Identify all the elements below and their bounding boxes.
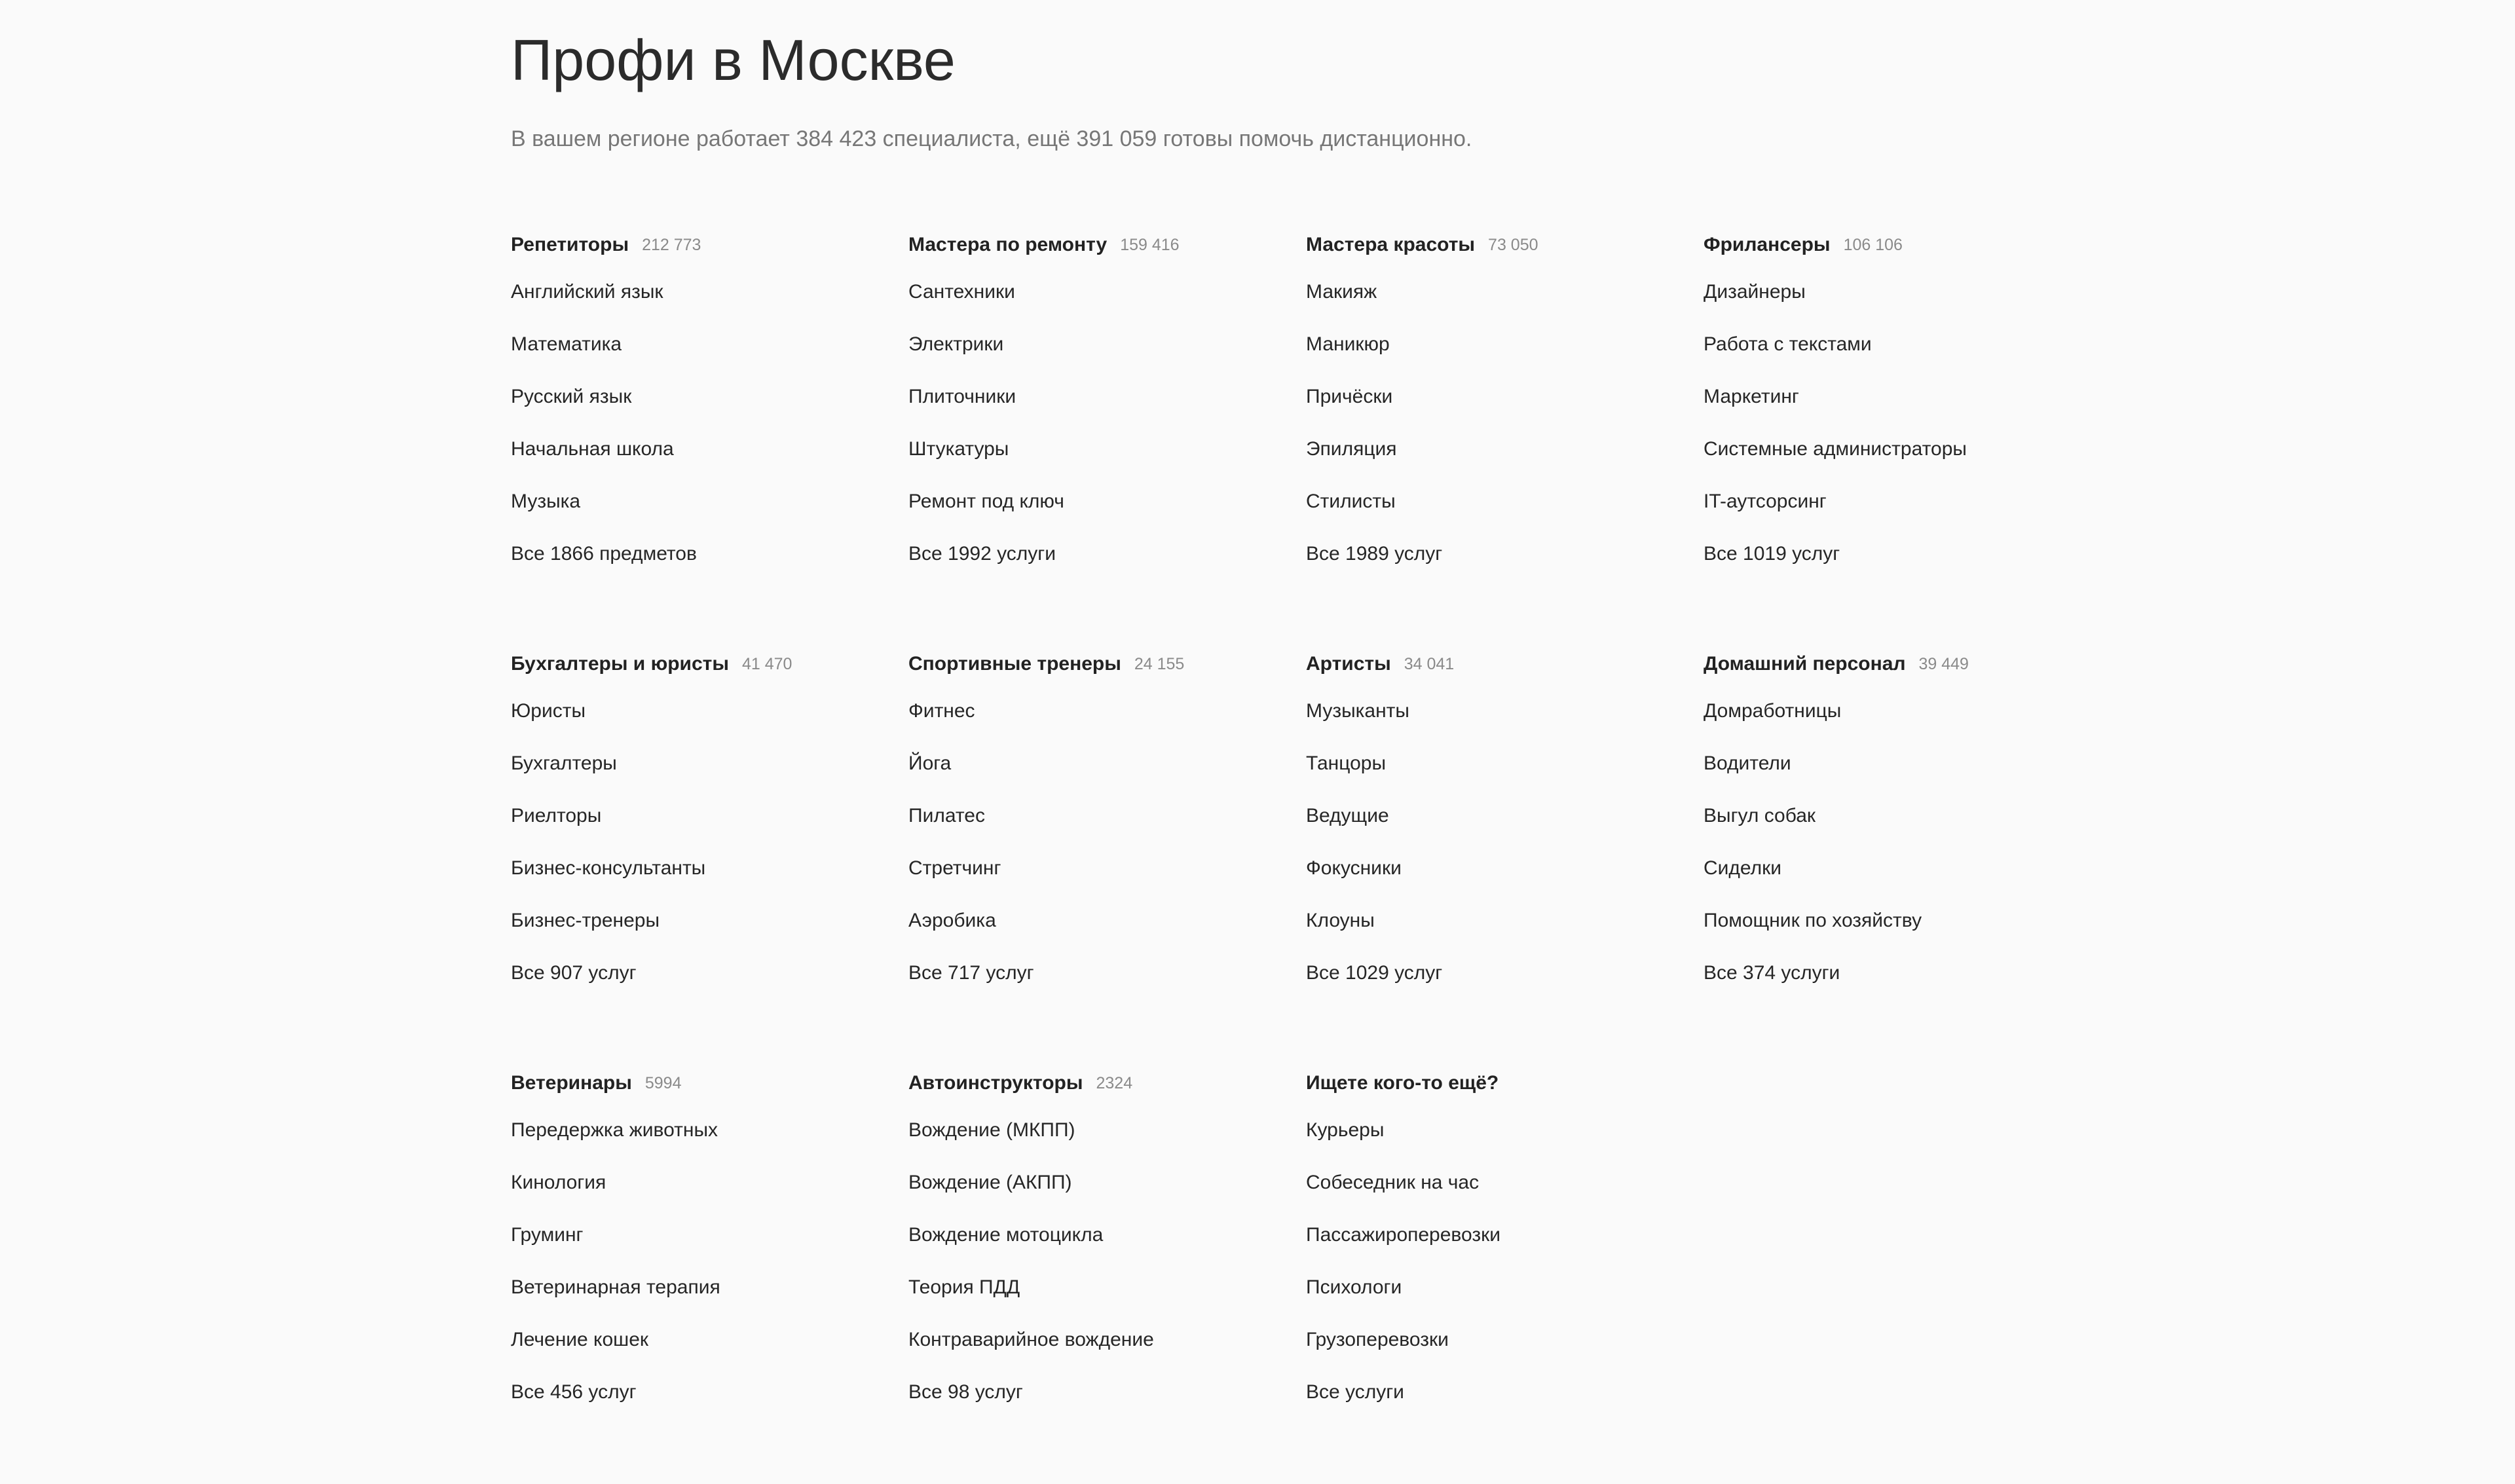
list-item <box>1704 384 2096 436</box>
all-services-link[interactable]: Все услуги <box>1306 1381 1404 1403</box>
category-title: Бухгалтеры и юристы <box>511 653 729 675</box>
service-link[interactable]: Кинология <box>511 1172 606 1193</box>
list-item <box>1306 331 1699 384</box>
category-item-list <box>511 1117 904 1432</box>
list-item <box>1306 1274 1699 1327</box>
list-item <box>511 1327 904 1379</box>
service-link[interactable]: Математика <box>511 333 622 355</box>
page-subtitle: В вашем регионе работает 384 423 специалиста, ещё 391 059 готовы помочь дистанционно. <box>511 126 1472 151</box>
service-link[interactable]: Бизнес-тренеры <box>511 910 660 931</box>
all-services-link[interactable]: Все 1019 услуг <box>1704 543 1840 565</box>
list-item <box>511 1222 904 1274</box>
list-item <box>1704 751 2096 803</box>
category-item-list <box>1306 698 1699 1012</box>
category-accountants-lawyers <box>511 646 904 1065</box>
list-item <box>511 384 904 436</box>
all-services-link[interactable]: Все 907 услуг <box>511 962 637 984</box>
service-link[interactable]: Английский язык <box>511 281 663 303</box>
list-item <box>1306 803 1699 855</box>
service-link[interactable]: Вождение (МКПП) <box>908 1119 1075 1141</box>
list-item <box>1704 331 2096 384</box>
service-link[interactable]: IT-аутсорсинг <box>1704 491 1827 512</box>
category-household-staff <box>1704 646 2096 1065</box>
service-link[interactable]: Юристы <box>511 700 586 722</box>
service-link[interactable]: Передержка животных <box>511 1119 718 1141</box>
list-item <box>908 384 1301 436</box>
list-item <box>908 1274 1301 1327</box>
service-link[interactable]: Фитнес <box>908 700 975 722</box>
list-item <box>1704 436 2096 489</box>
list-item <box>1306 1117 1699 1170</box>
service-link[interactable]: Бухгалтеры <box>511 752 617 774</box>
service-link[interactable]: Стретчинг <box>908 857 1001 879</box>
category-title: Домашний персонал <box>1704 653 1906 675</box>
list-item <box>908 1379 1301 1432</box>
category-item-list <box>511 279 904 593</box>
category-title: Репетиторы <box>511 234 629 255</box>
list-item <box>908 279 1301 331</box>
list-item <box>908 960 1301 1012</box>
category-item-list <box>1704 279 2096 593</box>
service-link[interactable]: Макияж <box>1306 281 1377 303</box>
list-item <box>1306 1170 1699 1222</box>
service-link[interactable]: Ремонт под ключ <box>908 491 1064 512</box>
categories-grid <box>511 227 2101 1484</box>
service-link[interactable]: Домработницы <box>1704 700 1842 722</box>
all-services-link[interactable]: Все 374 услуги <box>1704 962 1840 984</box>
service-link[interactable]: Музыканты <box>1306 700 1409 722</box>
service-link[interactable]: Русский язык <box>511 386 632 407</box>
list-item <box>1306 1327 1699 1379</box>
category-title: Фрилансеры <box>1704 234 1831 255</box>
category-count: 34 041 <box>1404 654 1455 673</box>
service-link[interactable]: Ветеринарная терапия <box>511 1276 720 1298</box>
category-title: Ветеринары <box>511 1072 632 1094</box>
category-sport-trainers <box>908 646 1301 1065</box>
service-link[interactable]: Йога <box>908 752 952 774</box>
category-other <box>1306 1065 1699 1484</box>
service-link[interactable]: Штукатуры <box>908 438 1009 460</box>
category-title: Спортивные тренеры <box>908 653 1121 675</box>
category-driving-instructors <box>908 1065 1301 1484</box>
category-header-link[interactable] <box>1704 227 2096 263</box>
service-link[interactable]: Маникюр <box>1306 333 1390 355</box>
category-count: 159 416 <box>1120 235 1180 254</box>
category-item-list <box>1306 1117 1699 1432</box>
service-link[interactable]: Психологи <box>1306 1276 1402 1298</box>
category-count: 106 106 <box>1843 235 1903 254</box>
category-count: 2324 <box>1096 1073 1133 1092</box>
list-item <box>511 489 904 541</box>
service-link[interactable]: Грузоперевозки <box>1306 1329 1449 1350</box>
category-artists <box>1306 646 1699 1065</box>
list-item <box>908 698 1301 751</box>
service-link[interactable]: Работа с текстами <box>1704 333 1872 355</box>
service-link[interactable]: Выгул собак <box>1704 805 1816 826</box>
category-item-list <box>908 1117 1301 1432</box>
list-item <box>1704 698 2096 751</box>
category-count: 73 050 <box>1488 235 1538 254</box>
service-link[interactable]: Сиделки <box>1704 857 1782 879</box>
list-item <box>511 541 904 593</box>
category-title: Мастера по ремонту <box>908 234 1108 255</box>
category-header-link[interactable] <box>1306 227 1699 263</box>
service-link[interactable]: Пассажироперевозки <box>1306 1224 1501 1246</box>
category-freelancers <box>1704 227 2096 646</box>
service-link[interactable]: Теория ПДД <box>908 1276 1020 1298</box>
category-title: Автоинструкторы <box>908 1072 1083 1094</box>
page-title: Профи в Москве <box>511 28 956 92</box>
service-link[interactable]: Вождение (АКПП) <box>908 1172 1072 1193</box>
service-link[interactable]: Причёски <box>1306 386 1393 407</box>
list-item <box>1306 751 1699 803</box>
service-link[interactable]: Системные администраторы <box>1704 438 1967 460</box>
service-link[interactable]: Пилатес <box>908 805 985 826</box>
category-header-link[interactable] <box>1306 646 1699 682</box>
list-item <box>1704 855 2096 908</box>
all-services-link[interactable]: Все 1029 услуг <box>1306 962 1443 984</box>
list-item <box>1306 1222 1699 1274</box>
category-header-link[interactable] <box>511 227 904 263</box>
list-item <box>511 331 904 384</box>
list-item <box>908 1117 1301 1170</box>
list-item <box>511 279 904 331</box>
list-item <box>511 855 904 908</box>
list-item <box>1306 1379 1699 1432</box>
list-item <box>1306 384 1699 436</box>
service-link[interactable]: Танцоры <box>1306 752 1387 774</box>
service-link[interactable]: Ведущие <box>1306 805 1389 826</box>
category-item-list <box>511 698 904 1012</box>
all-services-link[interactable]: Все 456 услуг <box>511 1381 637 1403</box>
service-link[interactable]: Собеседник на час <box>1306 1172 1480 1193</box>
service-link[interactable]: Клоуны <box>1306 910 1375 931</box>
category-count: 5994 <box>644 1073 682 1092</box>
category-vets <box>511 1065 904 1484</box>
category-header-link[interactable] <box>908 646 1301 682</box>
list-item <box>908 436 1301 489</box>
list-item <box>1306 436 1699 489</box>
service-link[interactable]: Контраварийное вождение <box>908 1329 1154 1350</box>
category-header-link[interactable] <box>1306 1065 1699 1102</box>
list-item <box>1306 541 1699 593</box>
list-item <box>1306 908 1699 960</box>
list-item <box>908 908 1301 960</box>
list-item <box>511 908 904 960</box>
service-link[interactable]: Аэробика <box>908 910 996 931</box>
list-item <box>511 803 904 855</box>
list-item <box>1704 803 2096 855</box>
service-link[interactable]: Лечение кошек <box>511 1329 649 1350</box>
all-services-link[interactable]: Все 1989 услуг <box>1306 543 1443 565</box>
category-item-list <box>1704 698 2096 1012</box>
list-item <box>1704 489 2096 541</box>
list-item <box>511 751 904 803</box>
service-link[interactable]: Музыка <box>511 491 581 512</box>
service-link[interactable]: Риелторы <box>511 805 602 826</box>
category-count: 212 773 <box>642 235 701 254</box>
category-title: Ищете кого-то ещё? <box>1306 1072 1499 1094</box>
service-link[interactable]: Помощник по хозяйству <box>1704 910 1922 931</box>
list-item <box>1704 908 2096 960</box>
service-link[interactable]: Электрики <box>908 333 1004 355</box>
category-beauty <box>1306 227 1699 646</box>
list-item <box>1704 541 2096 593</box>
list-item <box>511 1379 904 1432</box>
list-item <box>511 1117 904 1170</box>
service-link[interactable]: Груминг <box>511 1224 584 1246</box>
list-item <box>908 331 1301 384</box>
all-services-link[interactable]: Все 717 услуг <box>908 962 1034 984</box>
list-item <box>511 436 904 489</box>
category-count: 39 449 <box>1918 654 1969 673</box>
service-link[interactable]: Сантехники <box>908 281 1015 303</box>
list-item <box>908 803 1301 855</box>
category-item-list <box>1306 279 1699 593</box>
service-link[interactable]: Водители <box>1704 752 1791 774</box>
list-item <box>511 698 904 751</box>
list-item <box>908 1222 1301 1274</box>
category-header-link[interactable] <box>908 1065 1301 1102</box>
list-item <box>1306 855 1699 908</box>
category-count: 41 470 <box>741 654 792 673</box>
list-item <box>1306 960 1699 1012</box>
list-item <box>908 489 1301 541</box>
list-item <box>1704 960 2096 1012</box>
all-services-link[interactable]: Все 98 услуг <box>908 1381 1023 1403</box>
category-count: 24 155 <box>1134 654 1185 673</box>
category-title: Артисты <box>1306 653 1391 675</box>
service-link[interactable]: Маркетинг <box>1704 386 1799 407</box>
service-link[interactable]: Плиточники <box>908 386 1016 407</box>
service-link[interactable]: Дизайнеры <box>1704 281 1806 303</box>
all-services-link[interactable]: Все 1866 предметов <box>511 543 697 565</box>
category-repair <box>908 227 1301 646</box>
category-header-link[interactable] <box>511 1065 904 1102</box>
category-title: Мастера красоты <box>1306 234 1476 255</box>
list-item <box>1704 279 2096 331</box>
category-item-list <box>908 279 1301 593</box>
service-link[interactable]: Курьеры <box>1306 1119 1385 1141</box>
list-item <box>1306 489 1699 541</box>
service-link[interactable]: Стилисты <box>1306 491 1396 512</box>
category-tutors <box>511 227 904 646</box>
list-item <box>1306 279 1699 331</box>
category-header-link[interactable] <box>908 227 1301 263</box>
service-link[interactable]: Бизнес-консультанты <box>511 857 706 879</box>
list-item <box>1306 698 1699 751</box>
service-link[interactable]: Фокусники <box>1306 857 1402 879</box>
list-item <box>511 1170 904 1222</box>
list-item <box>908 751 1301 803</box>
category-item-list <box>908 698 1301 1012</box>
list-item <box>511 960 904 1012</box>
list-item <box>908 1327 1301 1379</box>
list-item <box>511 1274 904 1327</box>
service-link[interactable]: Эпиляция <box>1306 438 1397 460</box>
category-header-link[interactable] <box>1704 646 2096 682</box>
list-item <box>908 855 1301 908</box>
service-link[interactable]: Вождение мотоцикла <box>908 1224 1104 1246</box>
service-link[interactable]: Начальная школа <box>511 438 674 460</box>
list-item <box>908 1170 1301 1222</box>
all-services-link[interactable]: Все 1992 услуги <box>908 543 1056 565</box>
list-item <box>908 541 1301 593</box>
category-header-link[interactable] <box>511 646 904 682</box>
